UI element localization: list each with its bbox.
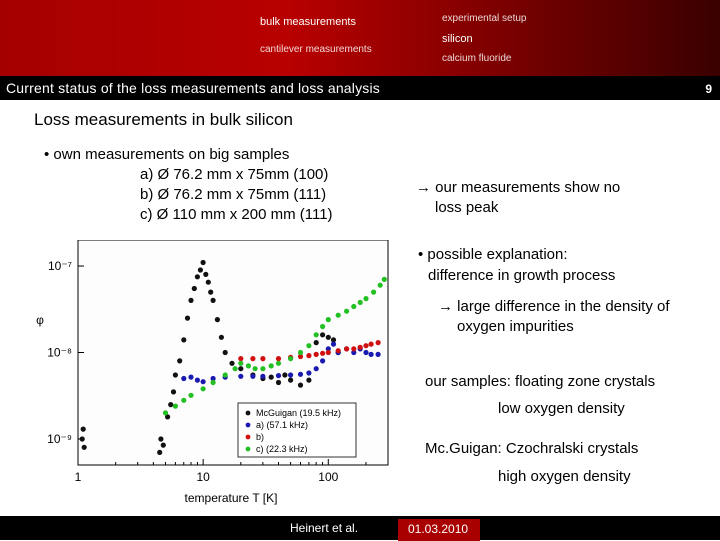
data-point [250,356,255,361]
data-point [223,372,228,377]
explanation-line1: • possible explanation: [418,246,568,263]
y-tick-label: 10⁻⁸ [47,345,72,360]
data-point [288,378,293,383]
data-point [306,343,311,348]
nav-silicon[interactable]: silicon [442,33,473,45]
data-point [371,290,376,295]
explanation-line2: difference in growth process [428,267,616,284]
data-point [238,366,243,371]
nav-bulk-measurements[interactable]: bulk measurements [260,16,356,28]
data-point [358,345,363,350]
data-point [161,443,166,448]
footer-author: Heinert et al. [290,521,359,535]
x-tick-label: 1 [74,470,82,484]
data-point [326,335,331,340]
data-point [276,380,281,385]
data-point [163,410,168,415]
data-point [195,378,200,383]
data-point [326,350,331,355]
legend-marker [246,423,251,428]
section-heading: Loss measurements in bulk silicon [34,110,293,129]
data-point [382,277,387,282]
data-point [376,352,381,357]
data-point [201,386,206,391]
slide-title: Current status of the loss measurements and loss analysis [6,80,381,96]
legend-label: a) (57.1 kHz) [256,420,309,430]
footer-date: 01.03.2010 [408,522,469,536]
data-point [276,373,281,378]
data-point [260,356,265,361]
data-point [306,378,311,383]
data-point [246,363,251,368]
y-tick-label: 10⁻⁹ [47,431,72,446]
data-point [314,332,319,337]
mcguigan-text: Mc.Guigan: Czochralski crystals [425,440,639,457]
data-point [171,389,176,394]
data-point [211,298,216,303]
data-point [320,324,325,329]
data-point [276,356,281,361]
header-banner [0,0,720,100]
data-point [282,372,287,377]
data-point [314,352,319,357]
x-tick-label: 10 [196,470,210,484]
data-point [80,436,85,441]
data-point [201,379,206,384]
oxygen-line1: → large difference in the density of [438,298,670,315]
data-point [192,286,197,291]
x-tick-label: 100 [318,470,339,484]
data-point [336,313,341,318]
low-oxygen-text: low oxygen density [498,400,625,417]
data-point [326,317,331,322]
data-point [181,376,186,381]
data-point [82,445,87,450]
legend-label: c) (22.3 kHz) [256,444,308,454]
data-point [181,337,186,342]
data-point [173,404,178,409]
data-point [81,427,86,432]
data-point [288,372,293,377]
y-tick-label: 10⁻⁷ [47,259,72,274]
data-point [238,374,243,379]
sample-c: c) Ø 110 mm x 200 mm (111) [140,206,333,223]
nav-calcium-fluoride[interactable]: calcium fluoride [442,53,512,64]
data-point [219,335,224,340]
data-point [306,370,311,375]
footer-bar [0,516,720,540]
y-axis-label: φ [36,313,44,327]
data-point [188,375,193,380]
data-point [229,361,234,366]
data-point [288,356,293,361]
data-point [269,363,274,368]
data-point [185,316,190,321]
data-point [173,372,178,377]
data-point [238,361,243,366]
data-point [168,402,173,407]
data-point [336,348,341,353]
data-point [250,374,255,379]
data-point [363,350,368,355]
data-point [211,380,216,385]
data-point [238,356,243,361]
data-point [298,350,303,355]
data-point [206,280,211,285]
data-point [203,272,208,277]
data-point [223,350,228,355]
legend-marker [246,435,251,440]
page-number: 9 [705,82,712,96]
data-point [298,383,303,388]
footer-date-badge [398,519,480,541]
loss-chart [20,240,400,510]
nav-cantilever-measurements[interactable]: cantilever measurements [260,44,372,55]
data-point [320,358,325,363]
data-point [363,296,368,301]
data-point [260,374,265,379]
legend-label: b) [256,432,265,442]
data-point [351,304,356,309]
data-point [177,358,182,363]
x-axis-label: temperature T [K] [184,491,278,505]
data-point [233,366,238,371]
nav-experimental-setup[interactable]: experimental setup [442,13,527,24]
sample-b: b) Ø 76.2 mm x 75mm (111) [140,186,327,203]
data-point [195,274,200,279]
data-point [306,353,311,358]
data-point [344,309,349,314]
data-point [378,283,383,288]
data-point [331,342,336,347]
data-point [298,372,303,377]
legend-marker [246,447,251,452]
data-point [208,290,213,295]
no-loss-peak-line1: → our measurements show no [416,179,621,196]
data-point [320,332,325,337]
data-point [369,342,374,347]
data-point [376,340,381,345]
data-point [369,352,374,357]
data-point [320,351,325,356]
data-point [260,366,265,371]
sample-a: a) Ø 76.2 mm x 75mm (100) [140,166,329,183]
data-point [158,436,163,441]
data-point [157,450,162,455]
no-loss-peak-line2: loss peak [435,199,499,216]
data-point [314,366,319,371]
bullet-own-measurements: • own measurements on big samples [44,146,290,163]
data-point [198,267,203,272]
data-point [344,346,349,351]
data-point [276,361,281,366]
data-point [314,340,319,345]
data-point [269,375,274,380]
data-point [188,393,193,398]
data-point [215,317,220,322]
legend-marker [246,411,251,416]
data-point [201,260,206,265]
high-oxygen-text: high oxygen density [498,468,631,485]
our-samples-text: our samples: floating zone crystals [425,373,656,390]
legend-label: McGuigan (19.5 kHz) [256,408,342,418]
data-point [181,398,186,403]
data-point [358,300,363,305]
data-point [188,298,193,303]
data-point [253,366,258,371]
title-bar [0,76,720,101]
data-point [363,343,368,348]
oxygen-line2: oxygen impurities [457,318,574,335]
data-point [351,346,356,351]
